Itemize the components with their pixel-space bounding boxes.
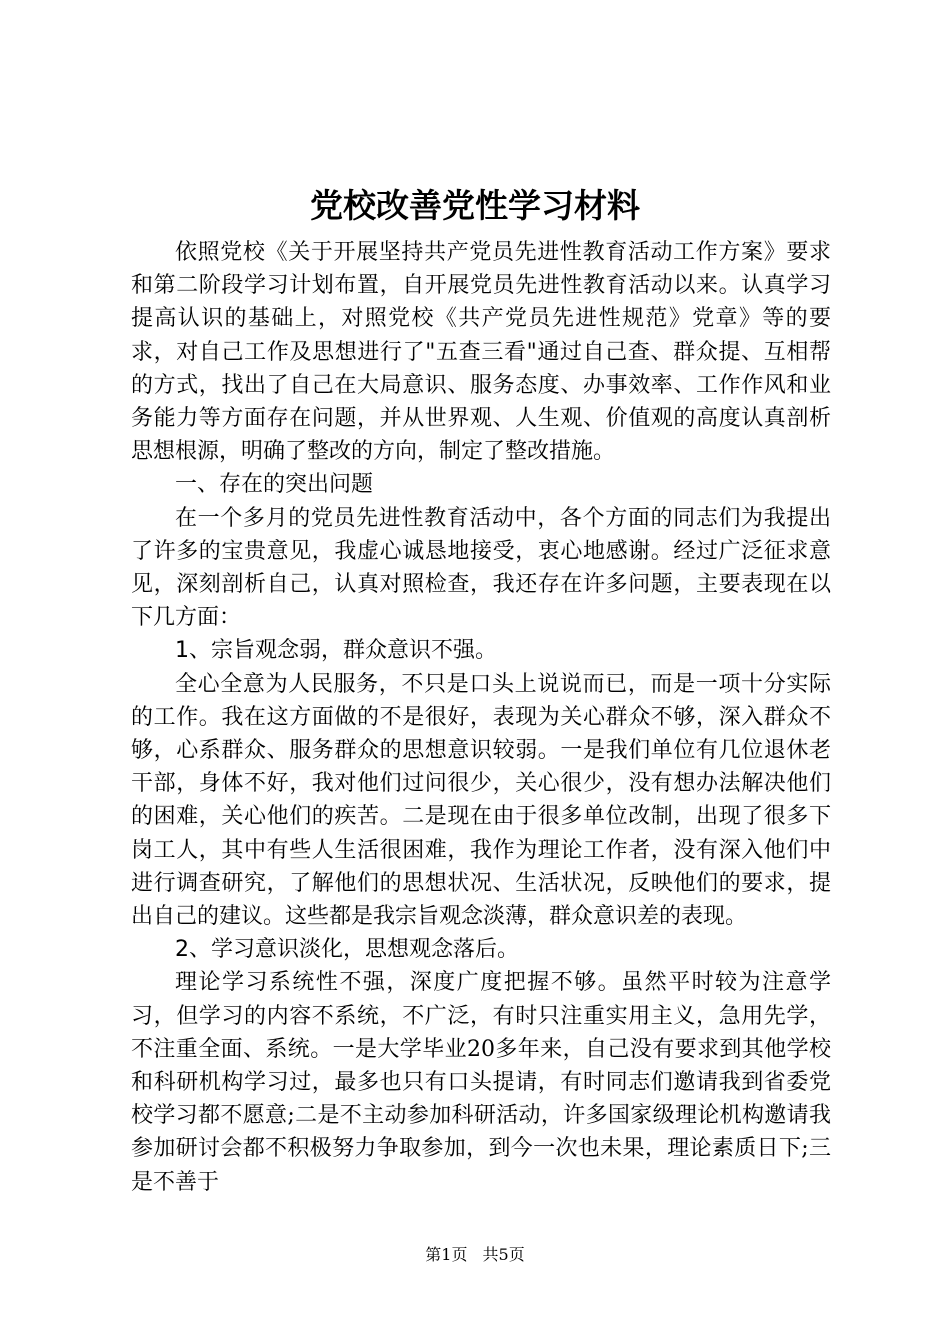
learning-awareness-paragraph: 理论学习系统性不强，深度广度把握不够。虽然平时较为注意学习，但学习的内容不系统，不广泛，有时只注重实用主义，急用先学，不注重全面、系统。一是大学毕业20多年来，自己没有要求到其他学校和科研机构学习过，最多也只有口头提请，有时同志们邀请我到省委党校学习都不愿意;二是不主动参加科研活动，许多国家级理论机构邀请我参加研讨会都不积极努力争取参加，到今一次也未果，理论素质日下;三是不善于 — [131, 970, 831, 1195]
page-number: 第1页 — [425, 1245, 468, 1264]
intro-paragraph: 依照党校《关于开展坚持共产党员先进性教育活动工作方案》要求和第二阶段学习计划布置，自开展党员先进性教育活动以来。认真学习提高认识的基础上，对照党校《共产党员先进性规范》党章》等的要求，对自己工作及思想进行了"五查三看"通过自己查、群众提、互相帮的方式，找出了自己在大局意识、服务态度、办事效率、工作作风和业务能力等方面存在问题，并从世界观、人生观、价值观的高度认真剖析思想根源，明确了整改的方向，制定了整改措施。 — [131, 240, 831, 465]
document-title: 党校改善党性学习材料 — [310, 186, 640, 225]
subheading-purpose-concept: 1、宗旨观念弱，群众意识不强。 — [175, 638, 497, 664]
page-footer — [0, 1244, 950, 1266]
page-total: 共5页 — [482, 1245, 525, 1264]
subheading-learning-awareness: 2、学习意识淡化，思想观念落后。 — [175, 937, 519, 963]
purpose-concept-paragraph: 全心全意为人民服务，不只是口头上说说而已，而是一项十分实际的工作。我在这方面做的不是很好，表现为关心群众不够，深入群众不够，心系群众、服务群众的思想意识较弱。一是我们单位有几位退休老干部，身体不好，我对他们过问很少，关心很少，没有想办法解决他们的困难，关心他们的疾苦。二是现在由于很多单位改制，出现了很多下岗工人，其中有些人生活很困难，我作为理论工作者，没有深入他们中进行调查研究，了解他们的思想状况、生活状况，反映他们的要求，提出自己的建议。这些都是我宗旨观念淡薄，群众意识差的表现。 — [131, 671, 831, 930]
section-heading-problems: 一、存在的突出问题 — [175, 472, 374, 498]
document-body — [131, 236, 831, 1199]
problems-paragraph: 在一个多月的党员先进性教育活动中，各个方面的同志们为我提出了许多的宝贵意见，我虚心诚恳地接受，衷心地感谢。经过广泛征求意见，深刻剖析自己，认真对照检查，我还存在许多问题，主要表现在以下几方面： — [131, 505, 831, 631]
